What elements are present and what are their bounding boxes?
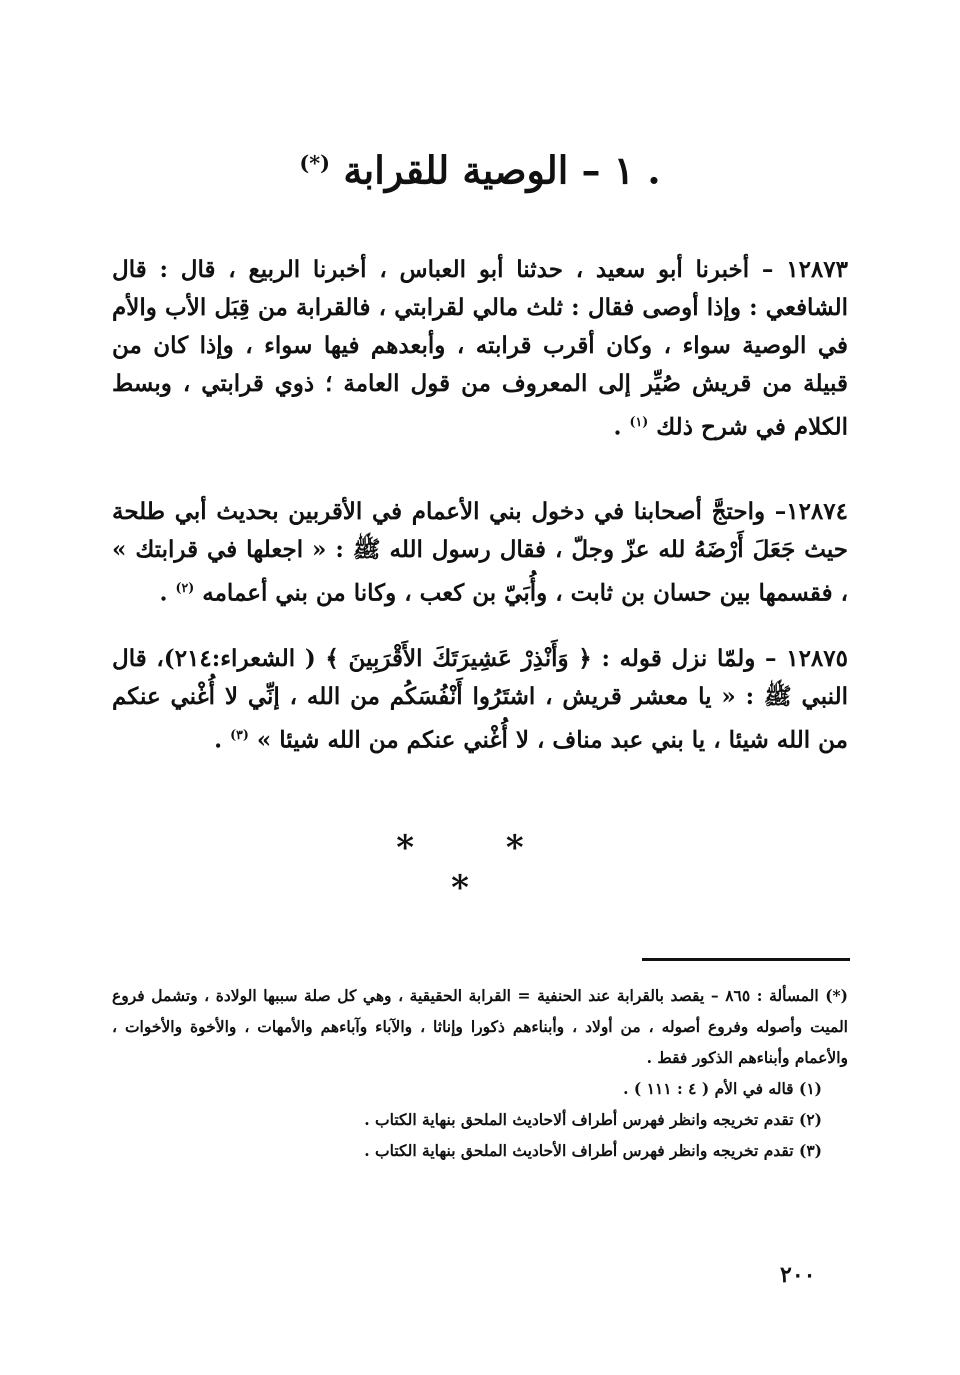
paragraph-12875	[112, 640, 848, 760]
page-number: ٢٠٠	[780, 1262, 816, 1288]
paragraph-text: ١٢٨٧٣ – أخبرنا أبو سعيد ، حدثنا أبو العباس ، أخبرنا الربيع ، قال : قال الشافعي : وإذا أوصى فقال : ثلث مالي لقرابتي ، فالقرابة من قِبَل الأب والأم في الوصية سواء ، وكان أقرب قرابته ، وأبعدهم فيها سواء ، وإذا كان من قبيلة من قريش صُيِّر إلى المعروف من قول العامة ؛ ذوي قرابتي ، وبسط الكلام في شرح ذلك	[112, 256, 848, 441]
paragraph-tail: .	[159, 579, 168, 607]
footnote-2: (٢) تقدم تخريجه وانظر فهرس أطراف ألاحاديث الملحق بنهاية الكتاب .	[364, 1110, 822, 1129]
paragraph-12873	[112, 251, 848, 447]
section-title-text: . ١ – الوصية للقرابة	[343, 147, 661, 193]
paragraph-text: ١٢٨٧٥ – ولمّا نزل قوله : ﴿ وَأَنْذِرْ عَشِيرَتَكَ الأَقْرَبِينَ ﴾ ( الشعراء:٢١٤)، قال النبي ﷺ : « يا معشر قريش ، اشتَرُوا أَنْفُسَكُم من الله ، إنِّي لا أُغْني عنكم من الله شيئا ، يا بني عبد مناف ، لا أُغْني عنكم من الله شيئا »	[112, 645, 848, 754]
footnote-star: (*) المسألة : ٨٦٥ – يقصد بالقرابة عند الحنفية = القرابة الحقيقية ، وهي كل صلة سببها الولادة ، وتشمل فروع الميت وأصوله وفروع أصوله ، من أولاد ، وأبناءهم ذكورا وإناثا ، والآباء وآباءهم والأمهات ، والأخوة والأخوات ، والأعمام وأبناءهم الذكور فقط .	[112, 986, 848, 1067]
section-separator: * * *	[396, 828, 564, 908]
footnote-divider	[642, 958, 850, 961]
section-title	[100, 138, 860, 196]
footnote-ref-3: (٣)	[230, 727, 249, 742]
footnote-ref-2: (٢)	[175, 580, 195, 595]
footnote-3: (٣) تقدم تخريجه وانظر فهرس أطراف الأحاديث الملحق بنهاية الكتاب .	[364, 1141, 822, 1160]
paragraph-12874	[112, 493, 848, 613]
section-title-marker: (*)	[299, 150, 331, 175]
footnote-1: (١) قاله في الأم ( ٤ : ١١١ ) .	[623, 1079, 822, 1098]
footnotes	[112, 980, 848, 1166]
paragraph-tail: .	[214, 726, 223, 754]
paragraph-tail: .	[613, 413, 622, 441]
footnote-ref-1: (١)	[629, 414, 649, 429]
paragraph-text: ١٢٨٧٤– واحتجَّ أصحابنا في دخول بني الأعمام في الأقربين بحديث أبي طلحة حيث جَعَلَ أَرْضَهُ لله عزّ وجلّ ، فقال رسول الله ﷺ : « اجعلها في قرابتك » ، فقسمها بين حسان بن ثابت ، وأُبَيّ بن كعب ، وكانا من بني أعمامه	[112, 498, 848, 607]
